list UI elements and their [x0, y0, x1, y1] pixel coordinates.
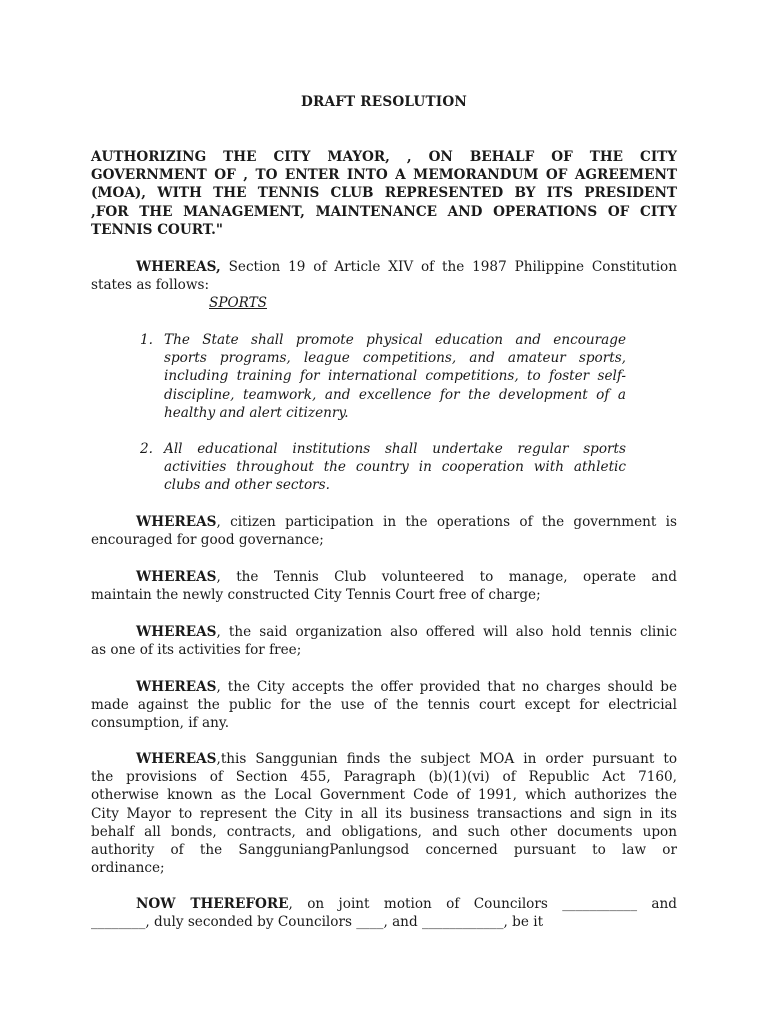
paragraph-text: made against the public for the use of the tennis court except for electricial	[91, 697, 677, 714]
whereas-label: WHEREAS,	[136, 259, 221, 275]
list-number: 1.	[140, 332, 153, 348]
whereas-label: WHEREAS	[136, 569, 217, 585]
list-text: activities throughout the country in cooperation with athletic	[164, 459, 626, 476]
document-title: DRAFT RESOLUTION	[300, 94, 468, 110]
paragraph-text: behalf all bonds, contracts, and obligations, and such other documents upon	[91, 823, 677, 840]
whereas-label: WHEREAS	[136, 679, 217, 695]
paragraph-text: ________, duly seconded by Councilors ____, and ____________, be it	[91, 914, 544, 931]
paragraph-text: as one of its activities for free;	[91, 642, 302, 659]
whereas-paragraph-city-accepts	[91, 678, 677, 733]
paragraph-text: ,this Sanggunian finds the subject MOA in order pursuant to	[216, 751, 677, 767]
heading-line: GOVERNMENT OF , TO ENTER INTO A MEMORANDUM OF AGREEMENT	[91, 167, 677, 184]
list-text: discipline, teamwork, and excellence for the development of a	[164, 386, 626, 403]
list-text: clubs and other sectors.	[164, 477, 330, 494]
list-text: including training for international competitions, to foster self-	[164, 368, 626, 385]
whereas-paragraph-participation	[91, 513, 677, 549]
paragraph-text: Section 19 of Article XIV of the 1987 Philippine Constitution	[220, 259, 677, 275]
list-item	[140, 440, 626, 495]
paragraph-text: maintain the newly constructed City Tennis Court free of charge;	[91, 587, 541, 604]
list-item	[140, 331, 626, 422]
paragraph-text: , the City accepts the offer provided that no charges should be	[216, 679, 677, 695]
paragraph-text: otherwise known as the Local Government Code of 1991, which authorizes the	[91, 787, 677, 804]
paragraph-text: authority of the SangguniangPanlungsod concerned pursuant to law or	[91, 842, 677, 859]
whereas-paragraph-organization	[91, 623, 677, 659]
list-number: 2.	[140, 441, 153, 457]
heading-line: ,FOR THE MANAGEMENT, MAINTENANCE AND OPERATIONS OF CITY	[91, 203, 677, 220]
list-text: sports programs, league competitions, and amateur sports,	[164, 350, 626, 367]
heading-line: AUTHORIZING THE CITY MAYOR, , ON BEHALF OF THE CITY	[91, 149, 677, 165]
list-text: The State shall promote physical education and encourage	[164, 332, 626, 348]
paragraph-text: City Mayor to represent the City in all its business transactions and sign in its	[91, 805, 677, 822]
paragraph-text: states as follows:	[91, 277, 210, 294]
paragraph-text: , citizen participation in the operations of the government is	[216, 514, 677, 530]
paragraph-text: , the said organization also offered will also hold tennis clinic	[216, 624, 677, 640]
paragraph-text: ordinance;	[91, 860, 165, 877]
paragraph-text: the provisions of Section 455, Paragraph (b)(1)(vi) of Republic Act 7160,	[91, 769, 677, 786]
whereas-label: WHEREAS	[136, 624, 217, 640]
whereas-paragraph-constitution	[91, 258, 677, 294]
now-therefore-paragraph	[91, 895, 677, 931]
whereas-paragraph-tennis-club	[91, 568, 677, 604]
whereas-label: WHEREAS	[136, 514, 217, 530]
paragraph-text: , the Tennis Club volunteered to manage, operate and	[216, 569, 677, 585]
list-text: All educational institutions shall undertake regular sports	[164, 441, 626, 457]
whereas-paragraph-sanggunian	[91, 750, 677, 877]
resolution-heading	[91, 148, 677, 239]
list-text: healthy and alert citizenry.	[164, 404, 349, 421]
sports-subheading: SPORTS	[209, 295, 267, 311]
heading-line: (MOA), WITH THE TENNIS CLUB REPRESENTED BY ITS PRESIDENT	[91, 185, 677, 202]
heading-line: TENNIS COURT."	[91, 221, 223, 238]
now-therefore-label: NOW THEREFORE	[136, 896, 289, 912]
paragraph-text: , on joint motion of Councilors ___________ and	[288, 896, 677, 912]
whereas-label: WHEREAS	[136, 751, 217, 767]
paragraph-text: encouraged for good governance;	[91, 532, 324, 549]
paragraph-text: consumption, if any.	[91, 715, 230, 732]
